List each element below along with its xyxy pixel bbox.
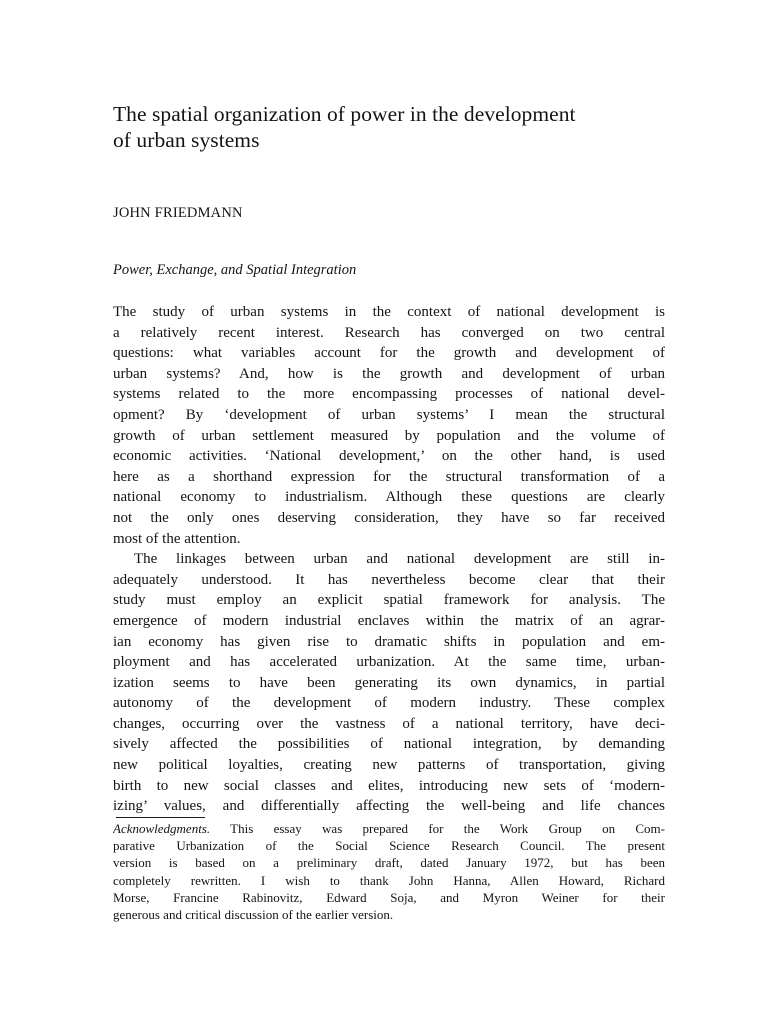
- body-line: autonomy of the development of modern industry. These complex: [113, 695, 665, 712]
- body-line: birth to new social classes and elites, introducing new sets of ‘modern-: [113, 777, 665, 794]
- body-line: sively affected the possibilities of national integration, by demanding: [113, 736, 665, 753]
- body-line: growth of urban settlement measured by population and the volume of: [113, 427, 665, 444]
- footnote: [113, 820, 665, 923]
- footnote-line: Morse, Francine Rabinovitz, Edward Soja, and Myron Weiner for their: [113, 889, 665, 905]
- body-line: study must employ an explicit spatial framework for analysis. The: [113, 592, 665, 609]
- title-line: of urban systems: [113, 128, 260, 152]
- footnote-line: [113, 820, 665, 837]
- title-line: The spatial organization of power in the development: [113, 102, 576, 126]
- body-line: urban systems? And, how is the growth and development of urban: [113, 365, 665, 382]
- body-line: ployment and has accelerated urbanization. At the same time, urban-: [113, 654, 665, 671]
- body-line: adequately understood. It has nevertheless become clear that their: [113, 571, 665, 588]
- body-line: emergence of modern industrial enclaves within the matrix of an agrar-: [113, 612, 665, 629]
- body-line: a relatively recent interest. Research has converged on two central: [113, 324, 665, 341]
- body-line: opment? By ‘development of urban systems’ I mean the structural: [113, 406, 665, 423]
- body-line: systems related to the more encompassing processes of national devel-: [113, 386, 665, 403]
- body-line: ization seems to have been generating its own dynamics, in partial: [113, 674, 665, 691]
- footnote-line: completely rewritten. I wish to thank John Hanna, Allen Howard, Richard: [113, 872, 665, 888]
- body-line: most of the attention.: [113, 530, 241, 547]
- body-line: national economy to industrialism. Although these questions are clearly: [113, 489, 665, 506]
- paper-page: [113, 0, 665, 1024]
- footnote-divider: [116, 817, 205, 818]
- body-line: questions: what variables account for the growth and development of: [113, 345, 665, 362]
- body-line: new political loyalties, creating new patterns of transportation, giving: [113, 757, 665, 774]
- body-line: economic activities. ‘National development,’ on the other hand, is used: [113, 448, 665, 465]
- body-line: not the only ones deserving consideration, they have so far received: [113, 509, 665, 526]
- article-title: [113, 101, 673, 153]
- footnote-line: parative Urbanization of the Social Science Research Council. The present: [113, 838, 665, 854]
- body-line: The study of urban systems in the context of national development is: [113, 304, 665, 320]
- footnote-label: Acknowledgments.: [113, 821, 211, 836]
- footnote-text: This essay was prepared for the Work Group on Com-: [210, 821, 665, 836]
- section-heading: Power, Exchange, and Spatial Integration: [113, 262, 357, 278]
- body-line: ian economy has given rise to dramatic shifts in population and em-: [113, 633, 665, 650]
- body-line: The linkages between urban and national development are still in-: [134, 551, 665, 568]
- footnote-line: generous and critical discussion of the earlier version.: [113, 906, 394, 922]
- body-line: here as a shorthand expression for the structural transformation of a: [113, 468, 665, 485]
- body-line: izing’ values, and differentially affecting the well-being and life chances: [113, 798, 665, 815]
- body-line: changes, occurring over the vastness of a national territory, have deci-: [113, 715, 665, 732]
- footnote-line: version is based on a preliminary draft, dated January 1972, but has been: [113, 855, 665, 871]
- article-body: [113, 302, 665, 817]
- author-name: JOHN FRIEDMANN: [113, 205, 243, 221]
